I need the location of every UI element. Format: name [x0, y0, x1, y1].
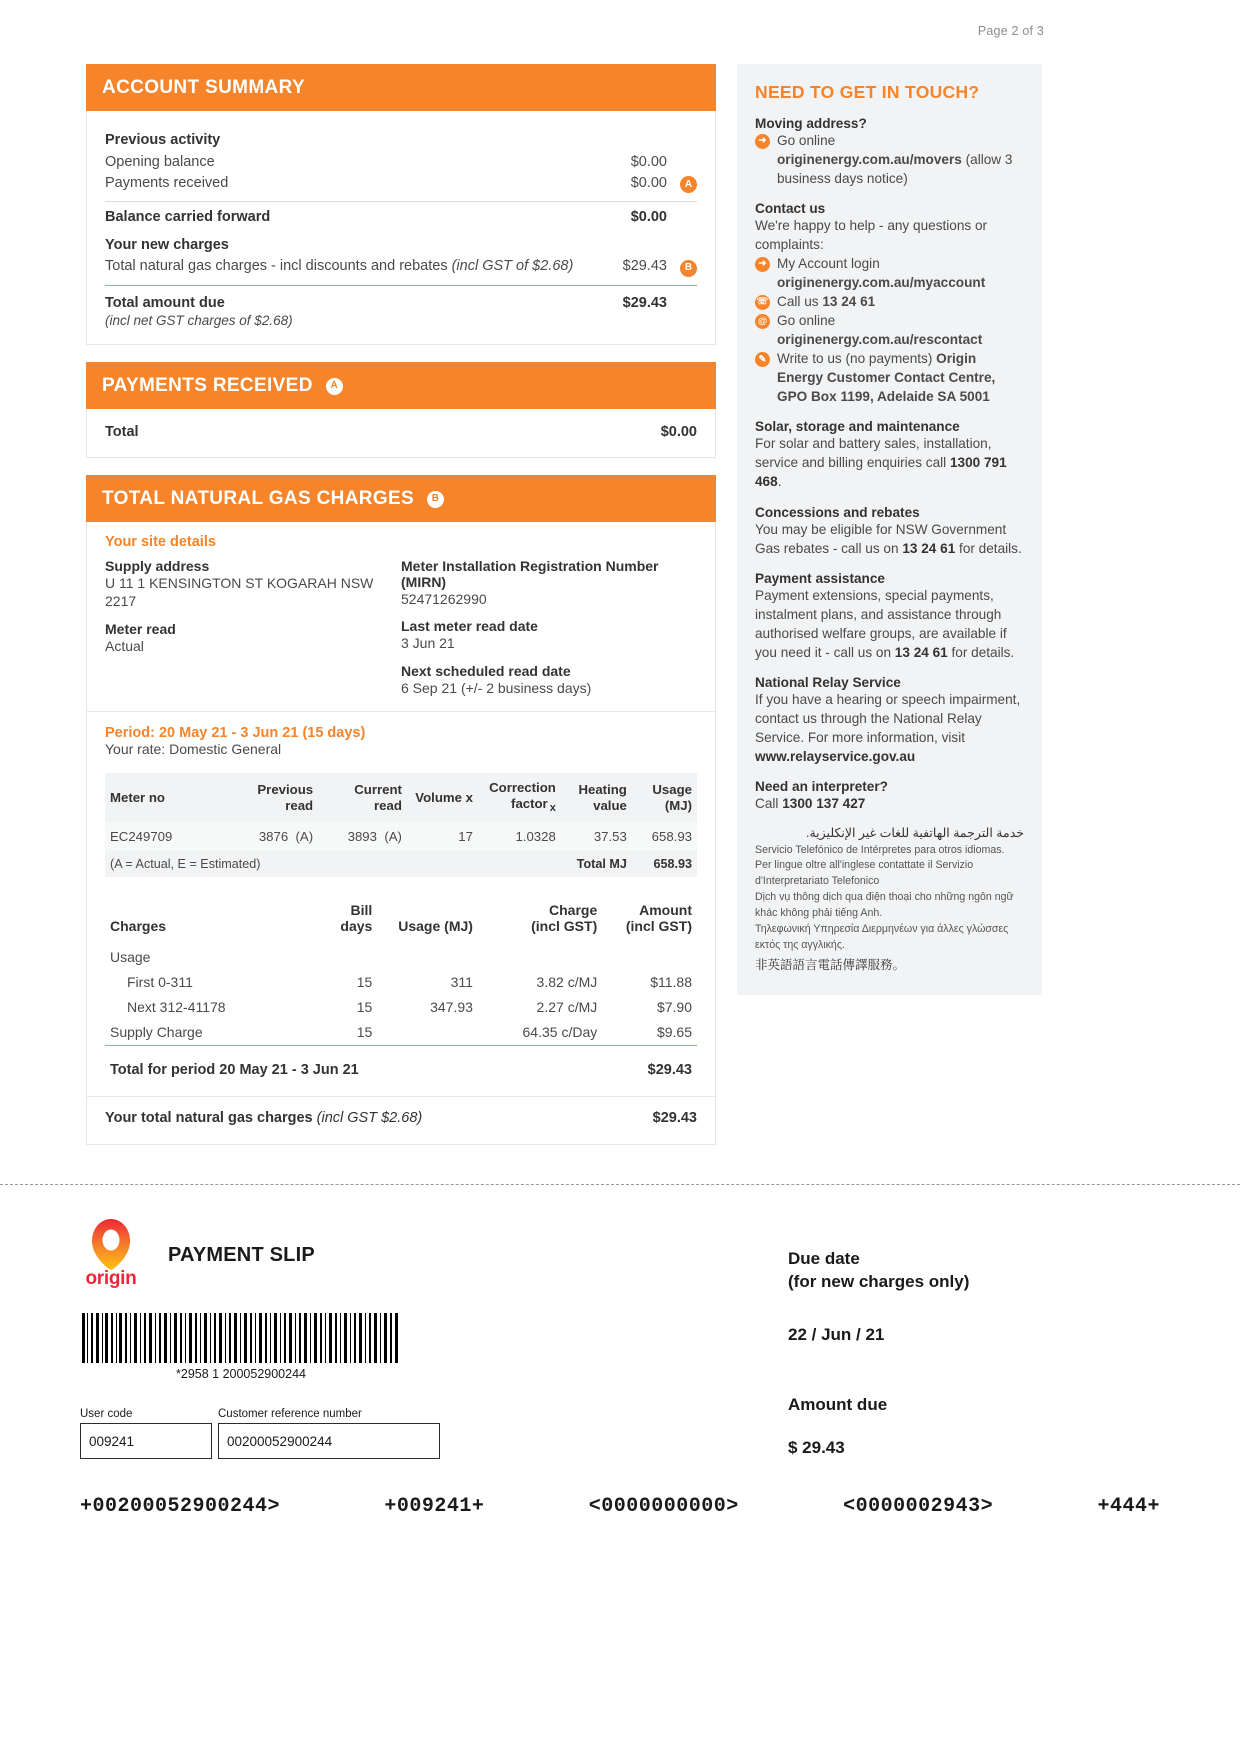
gas-grand-total-gst-note: (incl GST $2.68) — [316, 1110, 423, 1127]
charge-amount: $9.65 — [656, 1024, 692, 1041]
cell-previous-read: 3876 (A) — [223, 822, 318, 851]
cell-heating-value: 37.53 — [561, 822, 632, 851]
new-charges-gst-note: (incl GST of $2.68) — [451, 258, 574, 274]
charges-table — [105, 899, 697, 1083]
th-volume: Volume x — [407, 773, 478, 821]
opening-balance-value: $0.00 — [630, 153, 667, 170]
barcode — [80, 1313, 402, 1363]
next-read-value: 6 Sep 21 (+/- 2 business days) — [401, 679, 592, 696]
th-heating-value: Heating value — [561, 773, 632, 821]
payments-total-value: $0.00 — [660, 424, 697, 440]
meter-read-value: Actual — [105, 637, 144, 654]
th-bill-days: Bill days — [340, 901, 373, 935]
language-block — [755, 824, 1024, 975]
mirn-label: Meter Installation Registration Number (MIRN) — [401, 558, 659, 590]
previous-activity-label: Previous activity — [105, 132, 221, 148]
meter-total-value: 658.93 — [632, 851, 697, 877]
customer-reference-value[interactable]: 00200052900244 — [218, 1423, 440, 1459]
charge-bill-days: 15 — [356, 974, 373, 991]
charge-amount: $11.88 — [650, 974, 692, 991]
payments-received-body — [86, 409, 716, 458]
customer-reference-label: Customer reference number — [218, 1408, 362, 1420]
relay-service-url[interactable]: www.relayservice.gov.au — [755, 748, 916, 764]
th-amount: Amount (incl GST) — [625, 901, 692, 935]
divider-orange — [105, 1045, 697, 1055]
charge-amount: $7.90 — [656, 999, 692, 1016]
meter-table-row — [105, 822, 697, 851]
user-code-value[interactable]: 009241 — [80, 1423, 212, 1459]
new-charges-row-label: Total natural gas charges - incl discounts and rebates — [105, 258, 448, 274]
billing-period: Period: 20 May 21 - 3 Jun 21 (15 days) — [105, 725, 366, 742]
myaccount-line — [755, 254, 1024, 292]
meter-reading-table — [105, 773, 697, 876]
write-to-us-label: Write to us (no payments) — [777, 351, 937, 367]
charge-bill-days: 15 — [356, 999, 373, 1016]
divider — [105, 201, 697, 202]
call-us-label: Call us — [777, 294, 823, 310]
site-details-title: Your site details — [105, 534, 216, 550]
moving-address-heading: Moving address? — [755, 116, 867, 131]
charges-row — [105, 995, 697, 1020]
relay-service-heading: National Relay Service — [755, 674, 901, 690]
supply-address-value: U 11 1 KENSINGTON ST KOGARAH NSW 2217 — [105, 575, 374, 610]
charge-label: First 0-311 — [127, 974, 193, 991]
charge-bill-days: 15 — [356, 1024, 373, 1041]
payment-slip-title: PAYMENT SLIP — [168, 1244, 315, 1266]
arrow-right-icon: ➜ — [755, 257, 770, 272]
th-meter-no: Meter no — [105, 773, 223, 821]
charge-usage: 311 — [450, 974, 473, 991]
meter-table-header-row — [105, 773, 697, 821]
call-us-number: 13 24 61 — [822, 294, 876, 310]
movers-url[interactable]: originenergy.com.au/movers — [777, 152, 962, 168]
language-arabic: خدمة الترجمة الهاتفية للغات غير الإنكليزية. — [806, 825, 1024, 840]
solar-phone: 1300 791 468 — [755, 455, 1007, 490]
charges-total-label: Total for period 20 May 21 - 3 Jun 21 — [110, 1061, 359, 1078]
charge-rate: 64.35 c/Day — [522, 1024, 598, 1041]
gas-grand-total-value: $29.43 — [652, 1110, 697, 1127]
at-sign-icon: @ — [755, 314, 770, 329]
gas-charges-header — [86, 475, 716, 522]
th-correction-factor: Correction factor $_x$ — [478, 773, 561, 821]
concessions-text: You may be eligible for NSW Government Gas rebates - call us on 13 24 61 for details. — [755, 521, 1022, 556]
th-usage-mj: Usage (MJ) — [632, 773, 697, 821]
gas-charges-card — [86, 475, 716, 1145]
payment-assistance-phone: 13 24 61 — [894, 644, 948, 660]
payments-total-row: Total $0.00 — [105, 424, 697, 440]
arrow-right-icon: ➜ — [755, 134, 770, 149]
pencil-icon: ✎ — [755, 352, 770, 367]
payments-received-header — [86, 362, 716, 409]
due-date-label: Due date (for new charges only) — [788, 1249, 970, 1291]
last-read-value: 3 Jun 21 — [401, 635, 455, 652]
language-greek: Τηλεφωνική Υπηρεσία Διερμηνέων για άλλες γλώσσες εκτός της αγγλικής. — [755, 923, 1009, 951]
cell-correction-factor: 1.0328 — [478, 822, 561, 851]
write-to-us-line — [755, 349, 1024, 406]
account-summary-card — [86, 64, 716, 345]
supply-address-label: Supply address — [105, 558, 210, 574]
summary-row-opening-balance: Opening balance $0.00 — [105, 153, 667, 170]
micr-segment: +00200052900244> — [80, 1495, 281, 1518]
interpreter-text: Call 1300 137 427 — [755, 795, 866, 811]
cell-current-read: 3893 (A) — [318, 822, 407, 851]
site-details-right — [401, 558, 697, 697]
account-summary-body — [86, 111, 716, 345]
charge-rate: 2.27 c/MJ — [536, 999, 598, 1016]
balance-carried-forward-value: $0.00 — [630, 209, 667, 225]
meter-table-footnote: (A = Actual, E = Estimated) — [105, 851, 478, 877]
charge-usage: 347.93 — [430, 999, 473, 1016]
amount-due-value: $ 29.43 — [788, 1438, 845, 1457]
page-number: Page 2 of 3 — [977, 24, 1044, 38]
contact-panel-title: NEED TO GET IN TOUCH? — [755, 82, 980, 102]
postal-address: Origin Energy Customer Contact Centre, GPO Box 1199, Adelaide SA 5001 — [777, 351, 996, 405]
new-charges-value: $29.43 — [622, 258, 667, 274]
left-column — [86, 64, 716, 1145]
tear-off-separator — [0, 1184, 1240, 1185]
myaccount-url[interactable]: originenergy.com.au/myaccount — [777, 275, 986, 291]
meter-table-footer-row — [105, 851, 697, 877]
barcode-number: *2958 1 200052900244 — [176, 1367, 306, 1381]
contact-us-heading: Contact us — [755, 201, 826, 217]
payment-assistance-heading: Payment assistance — [755, 570, 885, 586]
relay-service-text: If you have a hearing or speech impairment, contact us through the National Relay Service. For more information, visit www.relayservice.gov.au — [755, 691, 1021, 764]
charges-group-label-row — [105, 945, 697, 970]
micr-segment: <0000000000> — [588, 1495, 739, 1518]
cell-meter-no: EC249709 — [105, 822, 223, 851]
last-read-label: Last meter read date — [401, 618, 538, 635]
micr-segment: +009241+ — [384, 1495, 485, 1518]
th-usage-mj-charges: Usage (MJ) — [398, 918, 473, 935]
payments-received-title: PAYMENTS RECEIVED — [102, 375, 313, 396]
moving-go-online-text: Go online — [777, 133, 836, 148]
charges-total-value: $29.43 — [647, 1061, 692, 1078]
th-current-read: Current read — [318, 773, 407, 821]
go-online-label: Go online — [777, 313, 836, 329]
charges-row — [105, 1020, 697, 1046]
moving-address-line — [755, 131, 1024, 188]
mirn-value: 52471262990 — [401, 591, 487, 607]
cell-usage-mj: 658.93 — [632, 822, 697, 851]
due-date-value: 22 / Jun / 21 — [788, 1324, 885, 1344]
charges-total-row — [105, 1055, 697, 1083]
contact-panel — [737, 64, 1042, 995]
charges-header-row — [105, 899, 697, 945]
charge-rate: 3.82 c/MJ — [536, 974, 598, 991]
next-read-label: Next scheduled read date — [401, 662, 571, 679]
origin-logo — [80, 1218, 142, 1290]
summary-row-payments-received: Payments received $0.00 A — [105, 172, 697, 196]
charges-group-label: Usage — [110, 949, 151, 966]
customer-reference-field — [218, 1408, 440, 1459]
phone-icon: ☏ — [755, 295, 770, 310]
amount-due-label: Amount due — [788, 1395, 888, 1414]
payments-received-value: $0.00 — [630, 174, 667, 191]
section-badge-a: A — [326, 378, 343, 395]
site-details-grid — [105, 558, 697, 697]
language-vietnamese: Dịch vụ thông dịch qua điện thoại cho những ngôn ngữ khác không phải tiếng Anh. — [755, 891, 1014, 920]
charge-label: Supply Charge — [110, 1024, 203, 1041]
gas-grand-total-row — [87, 1096, 715, 1130]
divider-orange — [105, 285, 697, 286]
site-details-left — [105, 558, 401, 697]
summary-row-new-charges — [105, 256, 697, 280]
payment-slip — [0, 1210, 1240, 1750]
total-amount-due-value: $29.43 — [622, 294, 667, 311]
call-us-line — [755, 292, 1024, 311]
language-spanish: Servicio Telefónico de Intérpretes para otros idiomas. — [755, 843, 1005, 856]
charge-label: Next 312-41178 — [127, 999, 226, 1016]
concessions-phone: 13 24 61 — [902, 540, 956, 556]
moving-notice-tail: (allow 3 business days notice) — [777, 152, 1013, 187]
micr-segment: <0000002943> — [843, 1495, 994, 1518]
cell-volume: 17 — [407, 822, 478, 851]
th-charge: Charge (incl GST) — [531, 901, 598, 935]
payment-assistance-text: Payment extensions, special payments, instalment plans, and assistance through authorised welfare groups, are available if you need it - call us on 13 24 61 for details. — [755, 587, 1015, 660]
account-summary-header — [86, 64, 716, 111]
language-italian: Per lingue oltre all'inglese contattate il Servizio d'Interpretariato Telefonico — [755, 859, 974, 888]
solar-heading: Solar, storage and maintenance — [755, 419, 960, 435]
reference-badge-b: B — [680, 260, 697, 277]
th-charges: Charges — [110, 918, 167, 935]
user-code-label: User code — [80, 1408, 133, 1420]
gas-charges-body — [86, 522, 716, 1145]
rescontact-url[interactable]: originenergy.com.au/rescontact — [777, 332, 983, 348]
gas-grand-total-label: Your total natural gas charges — [105, 1110, 313, 1127]
interpreter-heading: Need an interpreter? — [755, 778, 888, 794]
payments-received-card — [86, 362, 716, 458]
divider — [87, 711, 715, 712]
account-summary-title: ACCOUNT SUMMARY — [102, 77, 305, 98]
reference-badge-a: A — [680, 176, 697, 193]
summary-row-total-due: Total amount due $29.43 — [105, 294, 667, 311]
charges-row — [105, 970, 697, 995]
solar-text: For solar and battery sales, installation, service and billing enquiries call 1300 791 468. — [755, 436, 1007, 490]
due-date-block — [788, 1248, 1088, 1345]
th-previous-read: Previous read — [223, 773, 318, 821]
gas-charges-title: TOTAL NATURAL GAS CHARGES — [102, 488, 415, 509]
origin-flame-icon — [88, 1218, 134, 1270]
go-online-line — [755, 311, 1024, 349]
meter-total-label: Total MJ — [478, 851, 632, 877]
user-code-field — [80, 1408, 212, 1459]
origin-wordmark: origin — [85, 1268, 137, 1289]
new-charges-label: Your new charges — [105, 236, 229, 253]
micr-line — [0, 1495, 1240, 1518]
charge-usage — [377, 1020, 478, 1046]
tariff-rate: Your rate: Domestic General — [105, 741, 282, 758]
total-due-gst-note: (incl net GST charges of $2.68) — [105, 313, 293, 328]
contact-us-intro: We're happy to help - any questions or complaints: — [755, 218, 988, 253]
summary-row-balance-carried-forward: Balance carried forward $0.00 — [105, 209, 667, 225]
section-badge-b: B — [427, 491, 444, 508]
meter-read-label: Meter read — [105, 620, 176, 637]
concessions-heading: Concessions and rebates — [755, 504, 920, 520]
micr-segment: +444+ — [1097, 1495, 1160, 1518]
myaccount-label: My Account login — [777, 256, 880, 272]
language-chinese: 非英語語言電話傳譯服務。 — [755, 957, 906, 972]
interpreter-phone: 1300 137 427 — [782, 795, 866, 811]
